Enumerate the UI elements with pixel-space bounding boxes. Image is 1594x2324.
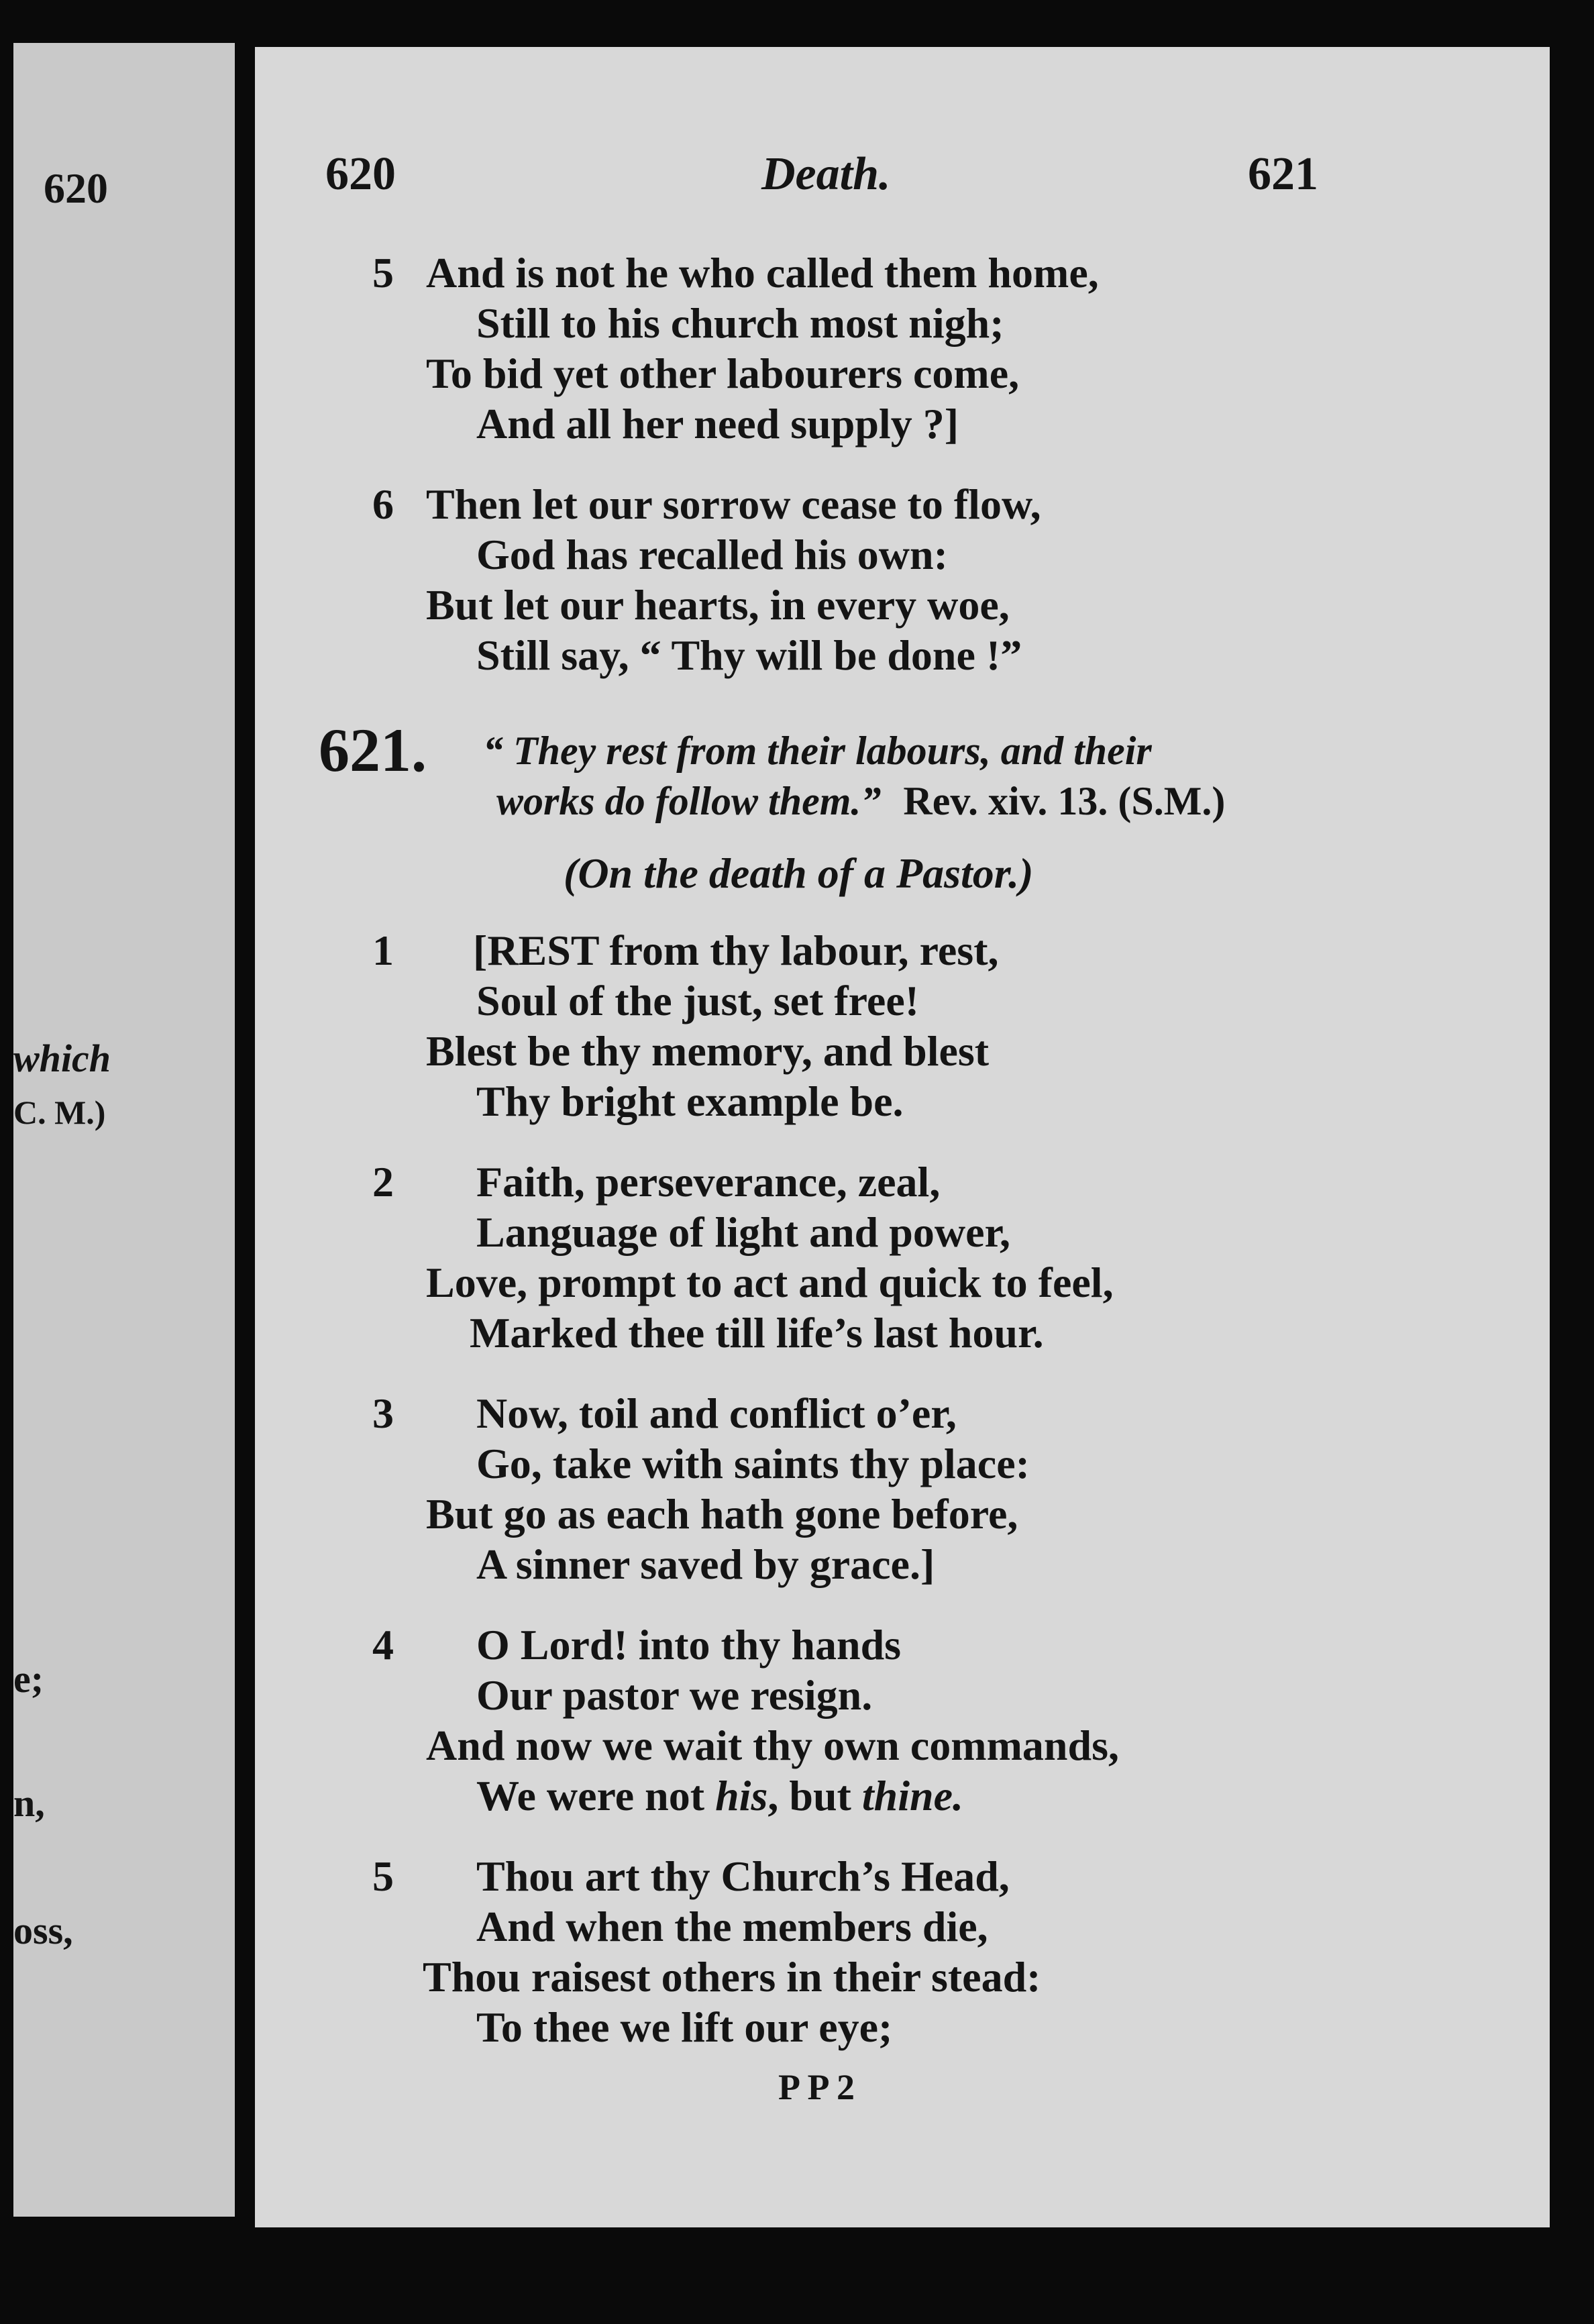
verse-line: Thou raisest others in their stead: (423, 1953, 1041, 2001)
verse-line: To thee we lift our eye; (476, 2003, 893, 2051)
left-page-number: 620 (44, 164, 108, 212)
verse-line: God has recalled his own: (476, 531, 948, 578)
verse-line: Faith, perseverance, zeal, (476, 1158, 941, 1206)
verse-line: A sinner saved by grace.] (476, 1540, 935, 1588)
verse-line: Soul of the just, set free! (476, 977, 920, 1024)
verse-number: 5 (372, 1852, 394, 1900)
verse-number: 2 (372, 1158, 394, 1206)
verse-line: Blest be thy memory, and blest (426, 1027, 990, 1075)
verse-line: Go, take with saints thy place: (476, 1440, 1030, 1487)
left-fragment-cm: C. M.) (13, 1094, 106, 1131)
hymn-epigraph-line-1: “ They rest from their labours, and their (483, 729, 1152, 773)
verse-line: Language of light and power, (476, 1208, 1010, 1256)
verse-line: Now, toil and conflict o’er, (476, 1389, 957, 1437)
left-fragment-n: n, (13, 1781, 45, 1825)
verse-line: But let our hearts, in every woe, (426, 581, 1010, 629)
verse-line: Our pastor we resign. (476, 1671, 873, 1719)
verse-number: 5 (372, 249, 394, 297)
verse-line: Marked thee till life’s last hour. (470, 1309, 1044, 1357)
verse-line: And now we wait thy own commands, (426, 1722, 1119, 1769)
verse-line: [REST from thy labour, rest, (473, 927, 999, 974)
verse-line: Still to his church most nigh; (476, 299, 1004, 347)
verse-line: Thou art thy Church’s Head, (476, 1852, 1010, 1900)
left-fragment-oss: oss, (13, 1909, 73, 1952)
verse-number: 3 (372, 1389, 394, 1437)
left-fragment-e: e; (13, 1657, 44, 1701)
signature-mark: P P 2 (778, 2067, 855, 2107)
left-fragment-which: which (13, 1037, 111, 1080)
verse-line: To bid yet other labourers come, (426, 350, 1020, 397)
verse-line: Love, prompt to act and quick to feel, (426, 1259, 1114, 1306)
running-head-right-number: 621 (1248, 148, 1318, 200)
facing-page-left (13, 43, 235, 2217)
verse-line: And is not he who called them home, (426, 249, 1099, 297)
verse-line: Thy bright example be. (476, 1077, 904, 1125)
verse-text-emphasis: thine. (861, 1772, 963, 1819)
verse-text-emphasis: his (715, 1772, 768, 1819)
running-head-title: Death. (761, 148, 891, 200)
verse-line (476, 1771, 963, 1821)
verse-line: But go as each hath gone before, (426, 1490, 1018, 1538)
verse-number: 6 (372, 480, 394, 528)
verse-number: 1 (372, 927, 394, 974)
hymn-occasion: (On the death of a Pastor.) (564, 849, 1034, 897)
hymn-number: 621. (319, 716, 427, 784)
verse-text: , but (767, 1772, 862, 1819)
verse-text: We were not (476, 1772, 716, 1819)
hymnal-page-right (255, 47, 1550, 2227)
running-head-left-number: 620 (325, 148, 396, 200)
verse-line: And when the members die, (476, 1903, 988, 1950)
scripture-reference: Rev. xiv. 13. (S.M.) (903, 779, 1226, 823)
verse-line: O Lord! into thy hands (476, 1621, 902, 1669)
verse-line: And all her need supply ?] (476, 400, 959, 447)
verse-line: Still say, “ Thy will be done !” (476, 631, 1022, 679)
verse-number: 4 (372, 1621, 394, 1669)
hymn-epigraph-line-2 (496, 778, 1225, 825)
epigraph-quote: works do follow them.” (496, 779, 882, 823)
verse-line: Then let our sorrow cease to flow, (426, 480, 1041, 528)
